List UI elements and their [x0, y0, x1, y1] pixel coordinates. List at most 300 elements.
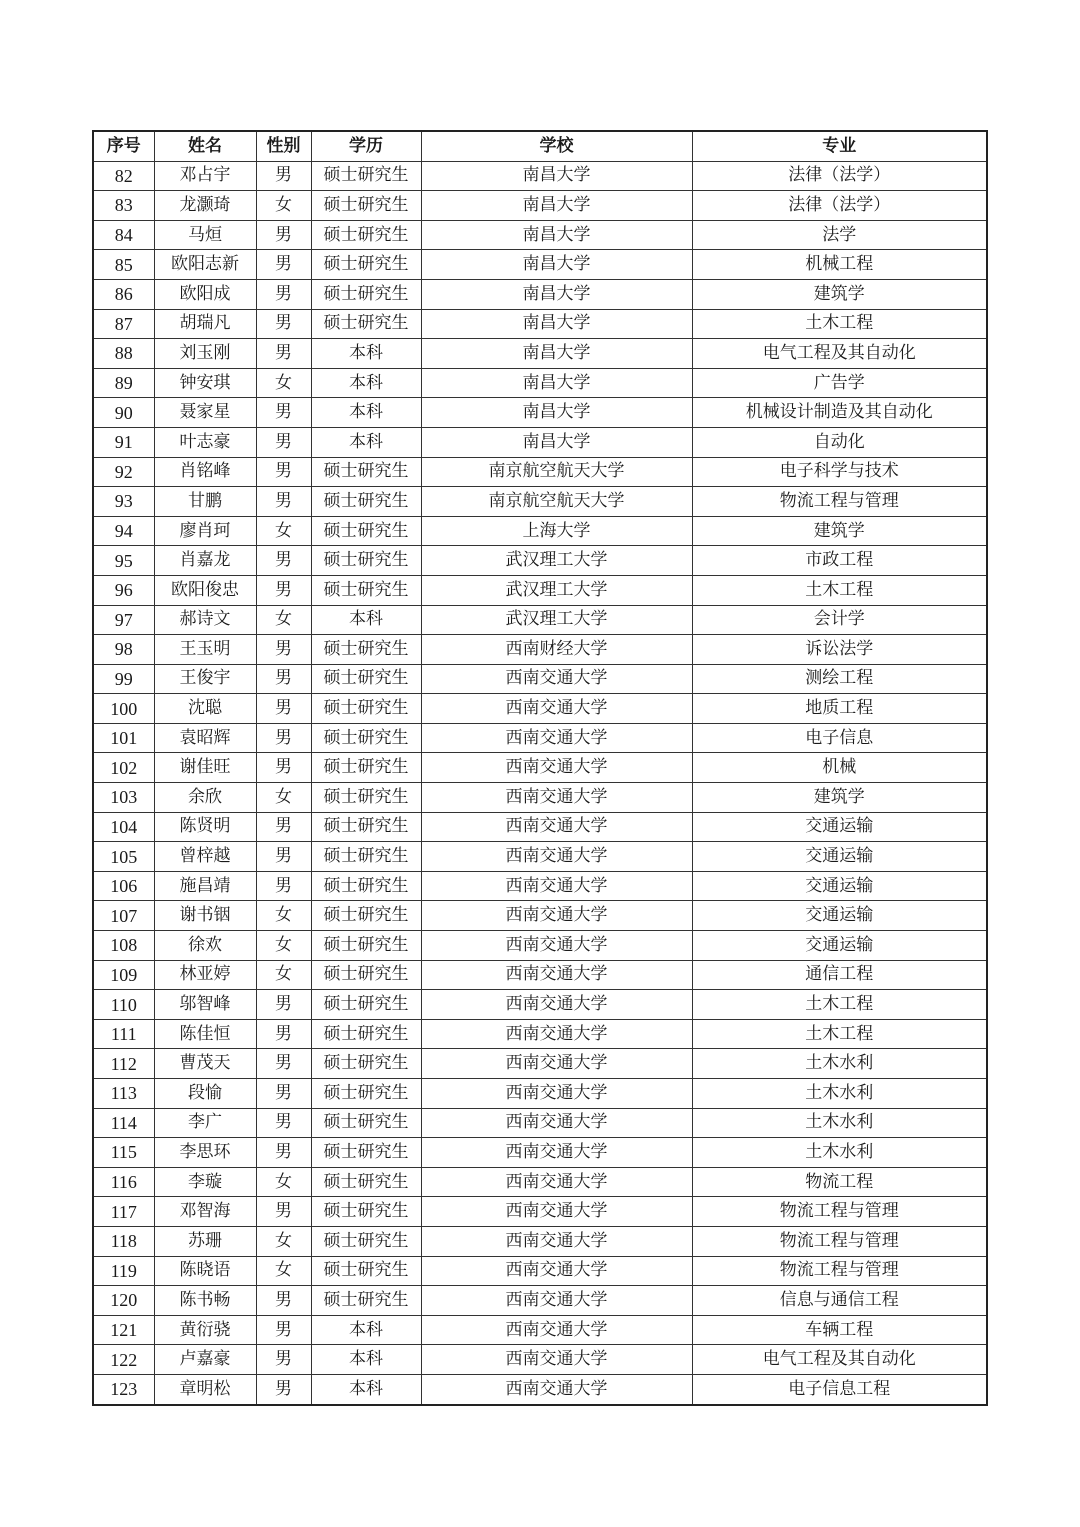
cell-index: 102	[93, 753, 154, 783]
cell-index: 108	[93, 931, 154, 961]
cell-major: 土木工程	[692, 575, 987, 605]
cell-index: 98	[93, 635, 154, 665]
cell-degree: 硕士研究生	[311, 635, 421, 665]
table-row	[93, 1256, 987, 1286]
cell-major: 电气工程及其自动化	[692, 1345, 987, 1375]
cell-gender: 女	[256, 931, 311, 961]
cell-major: 建筑学	[692, 783, 987, 813]
table-row	[93, 368, 987, 398]
cell-gender: 男	[256, 1019, 311, 1049]
cell-degree: 硕士研究生	[311, 1138, 421, 1168]
cell-major: 广告学	[692, 368, 987, 398]
cell-gender: 男	[256, 487, 311, 517]
table-row	[93, 398, 987, 428]
cell-index: 116	[93, 1167, 154, 1197]
cell-name: 李广	[154, 1108, 256, 1138]
header-index: 序号	[93, 131, 154, 161]
cell-major: 物流工程	[692, 1167, 987, 1197]
cell-index: 104	[93, 812, 154, 842]
cell-index: 100	[93, 694, 154, 724]
cell-gender: 男	[256, 339, 311, 369]
cell-school: 西南交通大学	[421, 931, 692, 961]
cell-school: 南昌大学	[421, 161, 692, 191]
cell-degree: 本科	[311, 1374, 421, 1404]
cell-school: 西南财经大学	[421, 635, 692, 665]
cell-index: 85	[93, 250, 154, 280]
table-row	[93, 516, 987, 546]
cell-name: 徐欢	[154, 931, 256, 961]
cell-school: 西南交通大学	[421, 753, 692, 783]
cell-degree: 本科	[311, 398, 421, 428]
header-name: 姓名	[154, 131, 256, 161]
cell-index: 83	[93, 191, 154, 221]
table-row	[93, 694, 987, 724]
cell-major: 机械设计制造及其自动化	[692, 398, 987, 428]
cell-major: 法律（法学）	[692, 161, 987, 191]
table-row	[93, 457, 987, 487]
cell-major: 土木水利	[692, 1079, 987, 1109]
cell-major: 交通运输	[692, 842, 987, 872]
cell-name: 李思环	[154, 1138, 256, 1168]
cell-index: 101	[93, 723, 154, 753]
table-row	[93, 1167, 987, 1197]
cell-name: 欧阳志新	[154, 250, 256, 280]
cell-school: 西南交通大学	[421, 871, 692, 901]
cell-degree: 硕士研究生	[311, 457, 421, 487]
table-row	[93, 1079, 987, 1109]
cell-index: 97	[93, 605, 154, 635]
cell-gender: 女	[256, 783, 311, 813]
cell-degree: 硕士研究生	[311, 575, 421, 605]
table-row	[93, 1374, 987, 1404]
cell-name: 王玉明	[154, 635, 256, 665]
cell-gender: 女	[256, 1226, 311, 1256]
cell-gender: 女	[256, 1256, 311, 1286]
cell-index: 92	[93, 457, 154, 487]
cell-degree: 本科	[311, 605, 421, 635]
cell-index: 86	[93, 279, 154, 309]
cell-major: 物流工程与管理	[692, 1226, 987, 1256]
cell-index: 115	[93, 1138, 154, 1168]
cell-index: 123	[93, 1374, 154, 1404]
cell-gender: 男	[256, 1374, 311, 1404]
cell-major: 交通运输	[692, 931, 987, 961]
cell-name: 郝诗文	[154, 605, 256, 635]
cell-name: 肖嘉龙	[154, 546, 256, 576]
cell-school: 西南交通大学	[421, 1167, 692, 1197]
cell-gender: 男	[256, 1315, 311, 1345]
table-row	[93, 339, 987, 369]
cell-major: 建筑学	[692, 516, 987, 546]
cell-gender: 男	[256, 398, 311, 428]
cell-degree: 硕士研究生	[311, 960, 421, 990]
cell-name: 肖铭峰	[154, 457, 256, 487]
header-degree: 学历	[311, 131, 421, 161]
cell-index: 114	[93, 1108, 154, 1138]
cell-school: 西南交通大学	[421, 901, 692, 931]
cell-degree: 本科	[311, 339, 421, 369]
cell-school: 南京航空航天大学	[421, 457, 692, 487]
cell-school: 南昌大学	[421, 279, 692, 309]
cell-gender: 男	[256, 1345, 311, 1375]
cell-school: 武汉理工大学	[421, 546, 692, 576]
cell-degree: 硕士研究生	[311, 694, 421, 724]
cell-index: 91	[93, 427, 154, 457]
table-row	[93, 161, 987, 191]
cell-degree: 本科	[311, 1345, 421, 1375]
cell-name: 袁昭辉	[154, 723, 256, 753]
cell-index: 84	[93, 220, 154, 250]
cell-gender: 男	[256, 161, 311, 191]
cell-gender: 女	[256, 960, 311, 990]
table-row	[93, 1226, 987, 1256]
cell-major: 建筑学	[692, 279, 987, 309]
cell-degree: 硕士研究生	[311, 1286, 421, 1316]
cell-name: 余欣	[154, 783, 256, 813]
cell-major: 交通运输	[692, 901, 987, 931]
cell-major: 机械工程	[692, 250, 987, 280]
cell-name: 章明松	[154, 1374, 256, 1404]
cell-major: 车辆工程	[692, 1315, 987, 1345]
cell-degree: 硕士研究生	[311, 842, 421, 872]
table-row	[93, 901, 987, 931]
cell-school: 南昌大学	[421, 250, 692, 280]
table-row	[93, 575, 987, 605]
cell-gender: 男	[256, 871, 311, 901]
cell-major: 土木工程	[692, 309, 987, 339]
cell-degree: 硕士研究生	[311, 191, 421, 221]
cell-major: 自动化	[692, 427, 987, 457]
table-row	[93, 1108, 987, 1138]
cell-name: 陈晓语	[154, 1256, 256, 1286]
cell-index: 93	[93, 487, 154, 517]
cell-name: 钟安琪	[154, 368, 256, 398]
cell-gender: 男	[256, 575, 311, 605]
cell-major: 交通运输	[692, 871, 987, 901]
cell-name: 陈贤明	[154, 812, 256, 842]
cell-degree: 硕士研究生	[311, 753, 421, 783]
cell-index: 82	[93, 161, 154, 191]
cell-index: 99	[93, 664, 154, 694]
cell-gender: 男	[256, 635, 311, 665]
cell-school: 西南交通大学	[421, 812, 692, 842]
cell-gender: 男	[256, 250, 311, 280]
table-row	[93, 279, 987, 309]
cell-major: 机械	[692, 753, 987, 783]
cell-index: 88	[93, 339, 154, 369]
cell-name: 叶志豪	[154, 427, 256, 457]
table-row	[93, 605, 987, 635]
table-row	[93, 723, 987, 753]
table-row	[93, 753, 987, 783]
cell-degree: 硕士研究生	[311, 487, 421, 517]
cell-index: 106	[93, 871, 154, 901]
cell-school: 西南交通大学	[421, 842, 692, 872]
table-row	[93, 960, 987, 990]
cell-name: 刘玉刚	[154, 339, 256, 369]
cell-school: 西南交通大学	[421, 1108, 692, 1138]
cell-major: 信息与通信工程	[692, 1286, 987, 1316]
cell-gender: 男	[256, 1108, 311, 1138]
cell-name: 陈书畅	[154, 1286, 256, 1316]
cell-index: 121	[93, 1315, 154, 1345]
cell-index: 119	[93, 1256, 154, 1286]
cell-gender: 男	[256, 842, 311, 872]
cell-major: 电子信息工程	[692, 1374, 987, 1404]
cell-name: 邓占宇	[154, 161, 256, 191]
cell-degree: 硕士研究生	[311, 250, 421, 280]
cell-name: 施昌靖	[154, 871, 256, 901]
cell-school: 南昌大学	[421, 427, 692, 457]
cell-degree: 硕士研究生	[311, 1079, 421, 1109]
table-row	[93, 1049, 987, 1079]
cell-degree: 硕士研究生	[311, 1226, 421, 1256]
cell-degree: 硕士研究生	[311, 871, 421, 901]
header-gender: 性别	[256, 131, 311, 161]
cell-name: 林亚婷	[154, 960, 256, 990]
cell-index: 109	[93, 960, 154, 990]
table-row	[93, 309, 987, 339]
cell-gender: 女	[256, 368, 311, 398]
cell-degree: 硕士研究生	[311, 901, 421, 931]
cell-degree: 本科	[311, 1315, 421, 1345]
cell-school: 西南交通大学	[421, 1226, 692, 1256]
cell-school: 南昌大学	[421, 339, 692, 369]
cell-gender: 男	[256, 1049, 311, 1079]
cell-index: 107	[93, 901, 154, 931]
table-row	[93, 427, 987, 457]
cell-name: 欧阳俊忠	[154, 575, 256, 605]
cell-name: 欧阳成	[154, 279, 256, 309]
cell-gender: 男	[256, 546, 311, 576]
cell-school: 西南交通大学	[421, 1049, 692, 1079]
cell-school: 南昌大学	[421, 220, 692, 250]
cell-name: 胡瑞凡	[154, 309, 256, 339]
table-row	[93, 783, 987, 813]
cell-index: 94	[93, 516, 154, 546]
cell-major: 通信工程	[692, 960, 987, 990]
cell-major: 交通运输	[692, 812, 987, 842]
cell-name: 谢书铟	[154, 901, 256, 931]
cell-name: 曹茂天	[154, 1049, 256, 1079]
cell-school: 武汉理工大学	[421, 575, 692, 605]
cell-gender: 男	[256, 812, 311, 842]
cell-degree: 硕士研究生	[311, 1256, 421, 1286]
cell-degree: 硕士研究生	[311, 1108, 421, 1138]
cell-gender: 男	[256, 220, 311, 250]
cell-name: 卢嘉豪	[154, 1345, 256, 1375]
cell-gender: 男	[256, 753, 311, 783]
cell-index: 117	[93, 1197, 154, 1227]
cell-major: 电子科学与技术	[692, 457, 987, 487]
cell-name: 李璇	[154, 1167, 256, 1197]
cell-gender: 男	[256, 427, 311, 457]
header-row	[93, 131, 987, 161]
cell-major: 法律（法学）	[692, 191, 987, 221]
cell-school: 西南交通大学	[421, 1345, 692, 1375]
cell-index: 111	[93, 1019, 154, 1049]
cell-name: 黄衍骁	[154, 1315, 256, 1345]
cell-school: 南昌大学	[421, 191, 692, 221]
table-row	[93, 871, 987, 901]
cell-index: 113	[93, 1079, 154, 1109]
cell-index: 90	[93, 398, 154, 428]
table-row	[93, 220, 987, 250]
cell-index: 89	[93, 368, 154, 398]
cell-gender: 女	[256, 191, 311, 221]
cell-school: 西南交通大学	[421, 664, 692, 694]
cell-degree: 本科	[311, 427, 421, 457]
cell-degree: 硕士研究生	[311, 812, 421, 842]
table-row	[93, 1019, 987, 1049]
cell-major: 电子信息	[692, 723, 987, 753]
cell-name: 苏珊	[154, 1226, 256, 1256]
cell-degree: 硕士研究生	[311, 783, 421, 813]
table-row	[93, 635, 987, 665]
cell-degree: 硕士研究生	[311, 1197, 421, 1227]
cell-name: 甘鹏	[154, 487, 256, 517]
table-row	[93, 487, 987, 517]
cell-degree: 硕士研究生	[311, 1049, 421, 1079]
cell-school: 西南交通大学	[421, 1019, 692, 1049]
cell-degree: 硕士研究生	[311, 1019, 421, 1049]
cell-index: 122	[93, 1345, 154, 1375]
cell-major: 地质工程	[692, 694, 987, 724]
cell-index: 103	[93, 783, 154, 813]
cell-index: 95	[93, 546, 154, 576]
cell-school: 西南交通大学	[421, 694, 692, 724]
table-body	[93, 161, 987, 1404]
cell-gender: 男	[256, 457, 311, 487]
cell-degree: 硕士研究生	[311, 990, 421, 1020]
cell-degree: 硕士研究生	[311, 516, 421, 546]
table-row	[93, 812, 987, 842]
cell-major: 土木水利	[692, 1108, 987, 1138]
cell-major: 电气工程及其自动化	[692, 339, 987, 369]
cell-gender: 女	[256, 605, 311, 635]
cell-major: 测绘工程	[692, 664, 987, 694]
cell-school: 西南交通大学	[421, 1374, 692, 1404]
cell-gender: 男	[256, 279, 311, 309]
cell-gender: 女	[256, 516, 311, 546]
cell-degree: 硕士研究生	[311, 1167, 421, 1197]
cell-school: 西南交通大学	[421, 1256, 692, 1286]
cell-gender: 男	[256, 723, 311, 753]
cell-school: 西南交通大学	[421, 723, 692, 753]
roster-table	[92, 130, 988, 1406]
cell-gender: 女	[256, 1167, 311, 1197]
cell-degree: 本科	[311, 368, 421, 398]
cell-major: 物流工程与管理	[692, 487, 987, 517]
cell-gender: 男	[256, 694, 311, 724]
cell-index: 118	[93, 1226, 154, 1256]
cell-index: 120	[93, 1286, 154, 1316]
table-row	[93, 990, 987, 1020]
cell-school: 西南交通大学	[421, 990, 692, 1020]
table-row	[93, 1315, 987, 1345]
cell-degree: 硕士研究生	[311, 279, 421, 309]
cell-school: 西南交通大学	[421, 960, 692, 990]
cell-name: 段愉	[154, 1079, 256, 1109]
cell-gender: 男	[256, 1197, 311, 1227]
cell-index: 110	[93, 990, 154, 1020]
cell-name: 龙灏琦	[154, 191, 256, 221]
table-row	[93, 1138, 987, 1168]
table-row	[93, 1345, 987, 1375]
cell-degree: 硕士研究生	[311, 664, 421, 694]
cell-index: 105	[93, 842, 154, 872]
cell-name: 邓智海	[154, 1197, 256, 1227]
cell-gender: 男	[256, 1286, 311, 1316]
cell-school: 西南交通大学	[421, 1286, 692, 1316]
cell-name: 沈聪	[154, 694, 256, 724]
cell-major: 诉讼法学	[692, 635, 987, 665]
cell-school: 南昌大学	[421, 398, 692, 428]
table-row	[93, 664, 987, 694]
cell-name: 陈佳恒	[154, 1019, 256, 1049]
table-row	[93, 250, 987, 280]
cell-name: 曾梓越	[154, 842, 256, 872]
cell-degree: 硕士研究生	[311, 309, 421, 339]
cell-index: 87	[93, 309, 154, 339]
cell-major: 市政工程	[692, 546, 987, 576]
cell-degree: 硕士研究生	[311, 161, 421, 191]
cell-name: 马烜	[154, 220, 256, 250]
cell-degree: 硕士研究生	[311, 546, 421, 576]
cell-school: 西南交通大学	[421, 1079, 692, 1109]
table-header	[93, 131, 987, 161]
cell-degree: 硕士研究生	[311, 723, 421, 753]
cell-gender: 男	[256, 664, 311, 694]
cell-school: 南京航空航天大学	[421, 487, 692, 517]
cell-degree: 硕士研究生	[311, 220, 421, 250]
table-row	[93, 546, 987, 576]
cell-degree: 硕士研究生	[311, 931, 421, 961]
cell-major: 物流工程与管理	[692, 1197, 987, 1227]
cell-gender: 男	[256, 1079, 311, 1109]
cell-major: 法学	[692, 220, 987, 250]
cell-index: 96	[93, 575, 154, 605]
cell-school: 武汉理工大学	[421, 605, 692, 635]
table-row	[93, 931, 987, 961]
header-school: 学校	[421, 131, 692, 161]
cell-gender: 男	[256, 309, 311, 339]
cell-index: 112	[93, 1049, 154, 1079]
table-row	[93, 1197, 987, 1227]
cell-school: 西南交通大学	[421, 783, 692, 813]
cell-major: 土木工程	[692, 1019, 987, 1049]
table-row	[93, 191, 987, 221]
table-row	[93, 842, 987, 872]
cell-school: 西南交通大学	[421, 1197, 692, 1227]
cell-school: 西南交通大学	[421, 1138, 692, 1168]
cell-gender: 女	[256, 901, 311, 931]
cell-name: 王俊宇	[154, 664, 256, 694]
header-major: 专业	[692, 131, 987, 161]
cell-name: 聂家星	[154, 398, 256, 428]
cell-name: 谢佳旺	[154, 753, 256, 783]
cell-school: 南昌大学	[421, 309, 692, 339]
cell-major: 会计学	[692, 605, 987, 635]
cell-school: 上海大学	[421, 516, 692, 546]
cell-major: 土木水利	[692, 1049, 987, 1079]
cell-gender: 男	[256, 990, 311, 1020]
cell-gender: 男	[256, 1138, 311, 1168]
cell-school: 南昌大学	[421, 368, 692, 398]
cell-school: 西南交通大学	[421, 1315, 692, 1345]
cell-major: 土木工程	[692, 990, 987, 1020]
cell-major: 土木水利	[692, 1138, 987, 1168]
